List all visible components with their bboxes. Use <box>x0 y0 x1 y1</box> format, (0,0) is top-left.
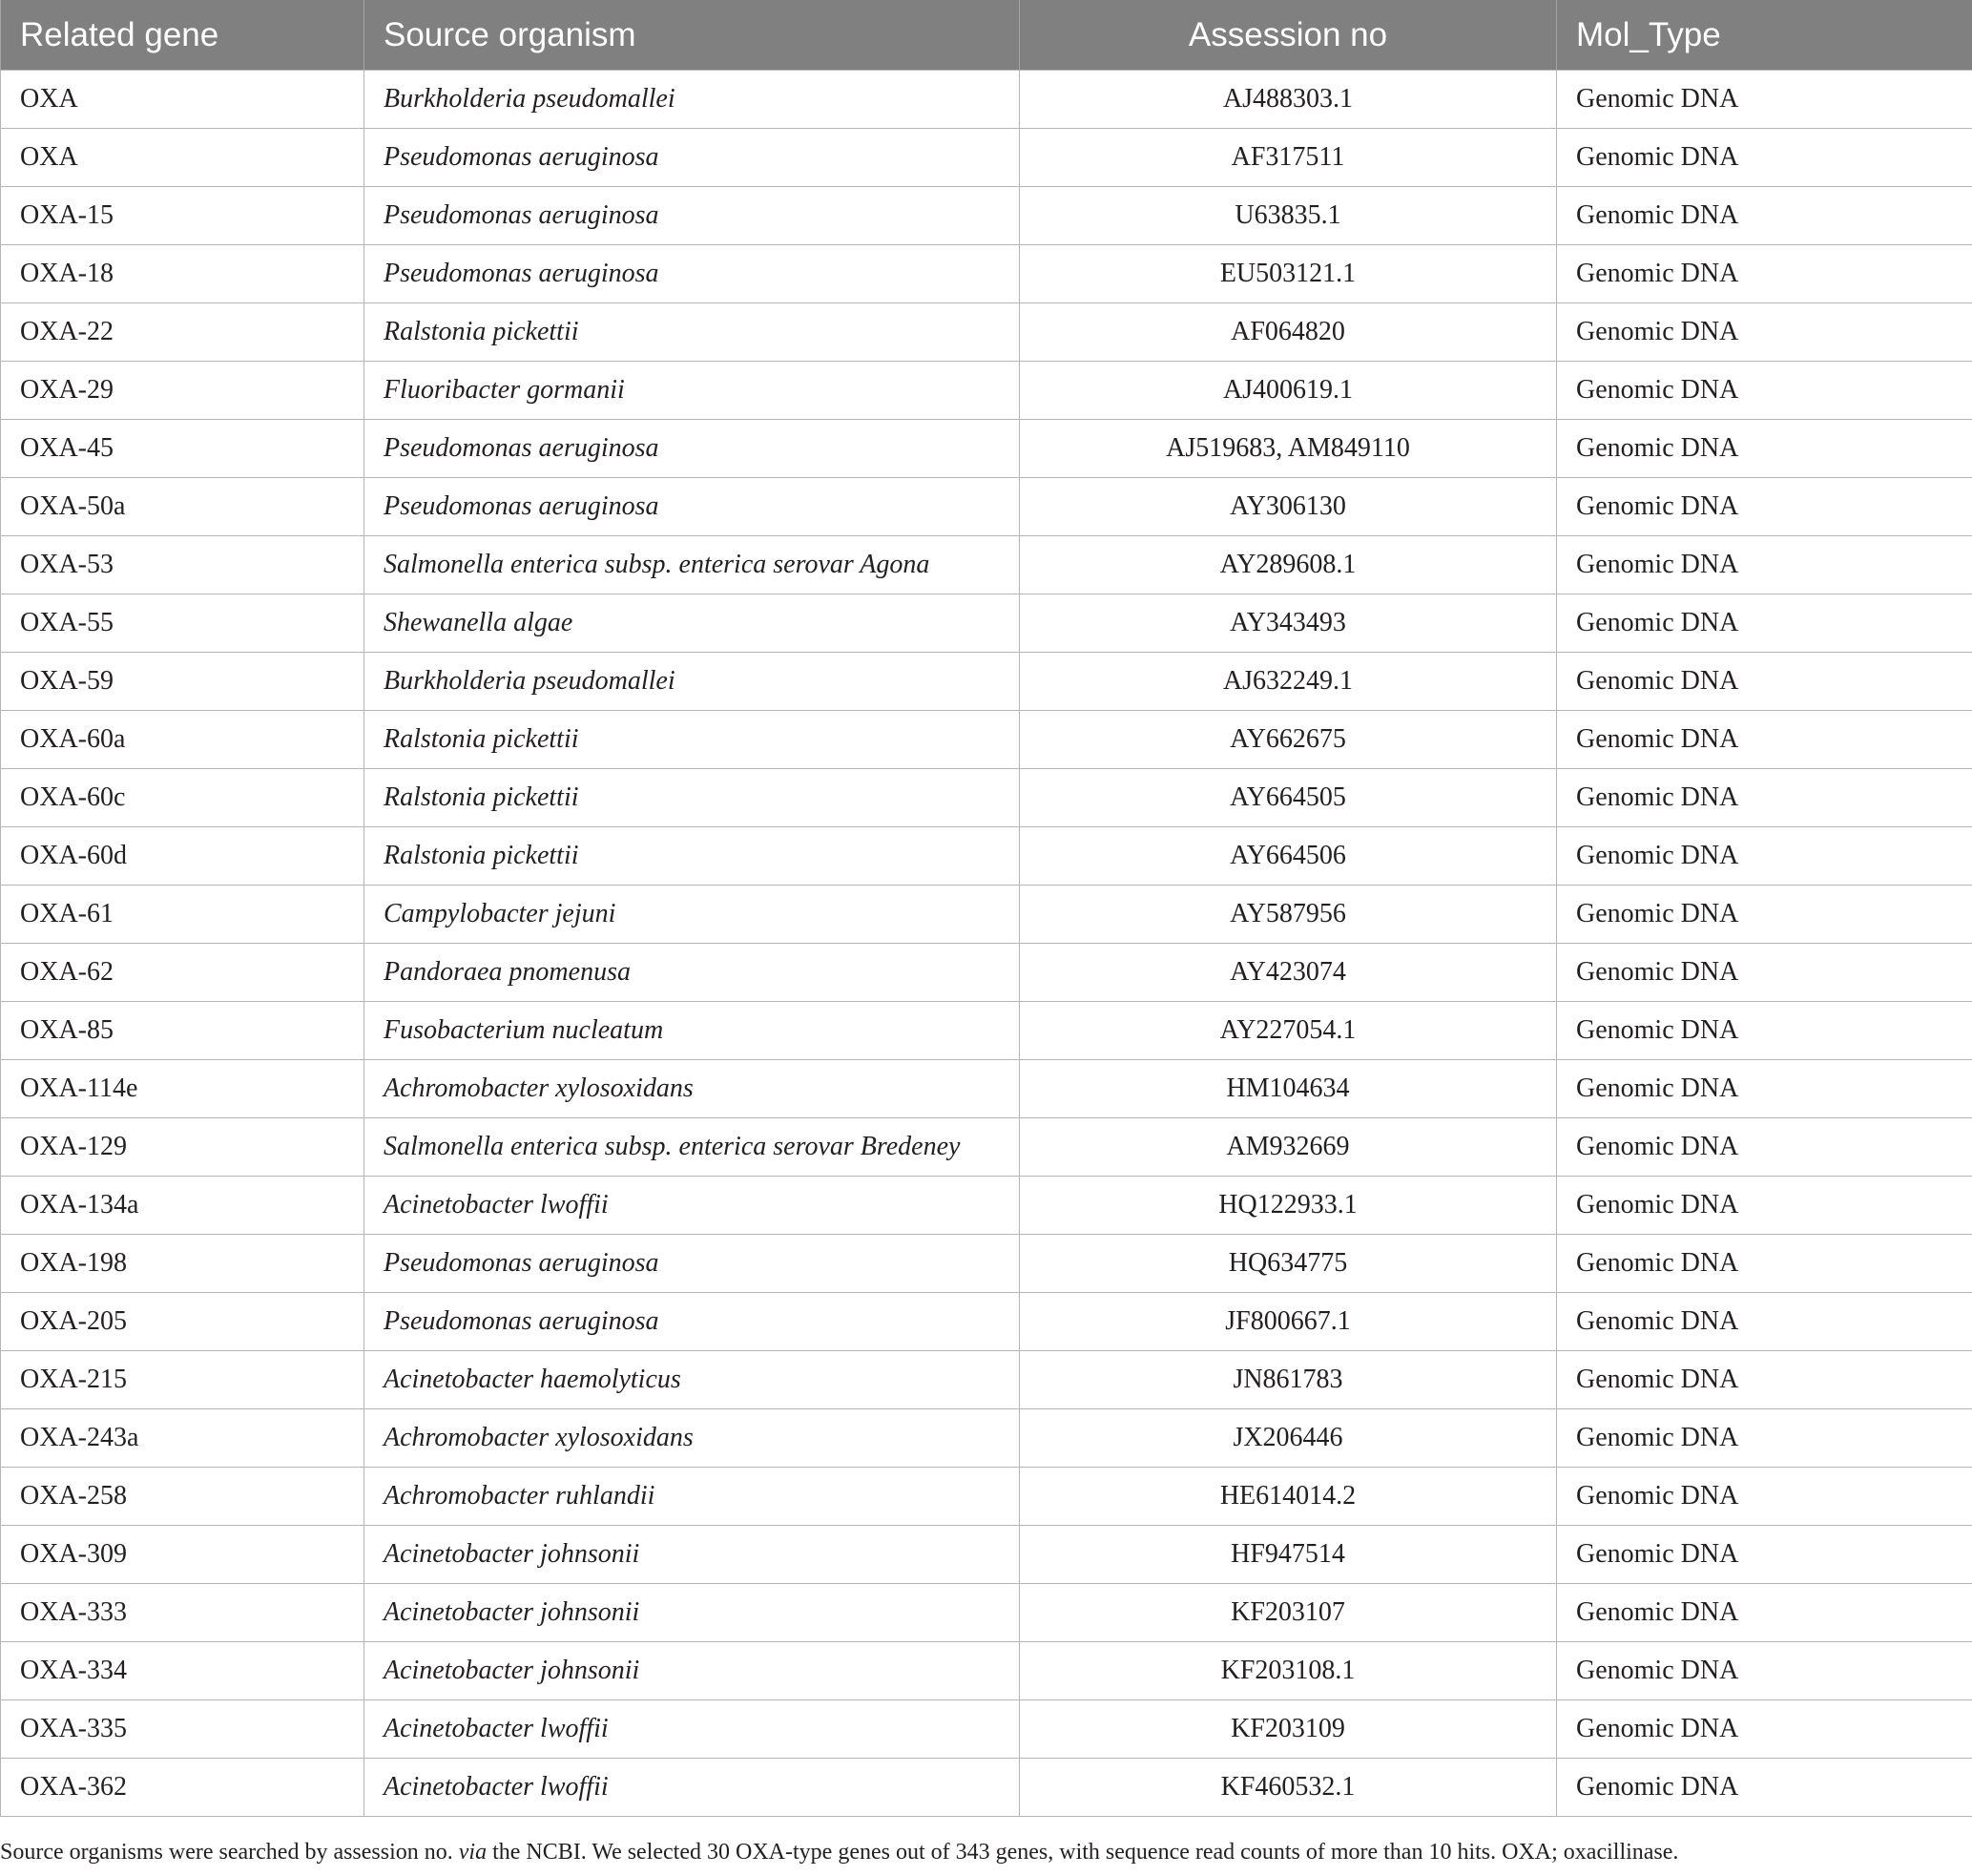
table-row <box>1 594 1972 653</box>
cell-assession-no: KF203109 <box>1020 1700 1557 1759</box>
cell-mol-type: Genomic DNA <box>1557 1584 1972 1642</box>
cell-assession-no: AY664505 <box>1020 769 1557 827</box>
cell-related-gene: OXA-53 <box>1 536 364 594</box>
table-row <box>1 1468 1972 1526</box>
table-body <box>1 71 1972 1817</box>
cell-source-organism: Pseudomonas aeruginosa <box>364 129 1020 187</box>
cell-mol-type: Genomic DNA <box>1557 827 1972 886</box>
cell-source-organism: Acinetobacter lwoffii <box>364 1177 1020 1235</box>
header-assession-no: Assession no <box>1020 0 1557 71</box>
cell-assession-no: JN861783 <box>1020 1351 1557 1409</box>
cell-assession-no: HQ634775 <box>1020 1235 1557 1293</box>
cell-source-organism: Salmonella enterica subsp. enterica serovar Agona <box>364 536 1020 594</box>
footnote-text-2: the NCBI. We selected 30 OXA-type genes out of 343 genes, with sequence read counts of more than 10 hits. OXA; oxacillinase. <box>487 1840 1679 1865</box>
cell-mol-type: Genomic DNA <box>1557 711 1972 769</box>
cell-related-gene: OXA-45 <box>1 420 364 478</box>
cell-source-organism: Pseudomonas aeruginosa <box>364 245 1020 303</box>
cell-related-gene: OXA-198 <box>1 1235 364 1293</box>
cell-related-gene: OXA-60c <box>1 769 364 827</box>
table-row <box>1 129 1972 187</box>
cell-source-organism: Achromobacter xylosoxidans <box>364 1060 1020 1118</box>
cell-mol-type: Genomic DNA <box>1557 420 1972 478</box>
table-row <box>1 886 1972 944</box>
table-row <box>1 303 1972 362</box>
cell-assession-no: AY423074 <box>1020 944 1557 1002</box>
table-row <box>1 944 1972 1002</box>
cell-source-organism: Ralstonia pickettii <box>364 769 1020 827</box>
cell-source-organism: Pandoraea pnomenusa <box>364 944 1020 1002</box>
table-row <box>1 478 1972 536</box>
cell-assession-no: AJ632249.1 <box>1020 653 1557 711</box>
cell-assession-no: AY664506 <box>1020 827 1557 886</box>
cell-mol-type: Genomic DNA <box>1557 594 1972 653</box>
cell-related-gene: OXA-333 <box>1 1584 364 1642</box>
header-source-organism: Source organism <box>364 0 1020 71</box>
header-row <box>1 0 1972 71</box>
cell-source-organism: Pseudomonas aeruginosa <box>364 187 1020 245</box>
cell-assession-no: AY343493 <box>1020 594 1557 653</box>
cell-assession-no: JF800667.1 <box>1020 1293 1557 1351</box>
cell-source-organism: Pseudomonas aeruginosa <box>364 420 1020 478</box>
cell-mol-type: Genomic DNA <box>1557 1235 1972 1293</box>
table-row <box>1 1642 1972 1700</box>
cell-related-gene: OXA-29 <box>1 362 364 420</box>
table-row <box>1 1002 1972 1060</box>
cell-source-organism: Campylobacter jejuni <box>364 886 1020 944</box>
cell-mol-type: Genomic DNA <box>1557 1642 1972 1700</box>
cell-mol-type: Genomic DNA <box>1557 1526 1972 1584</box>
cell-mol-type: Genomic DNA <box>1557 1177 1972 1235</box>
cell-mol-type: Genomic DNA <box>1557 129 1972 187</box>
cell-related-gene: OXA-62 <box>1 944 364 1002</box>
cell-related-gene: OXA-335 <box>1 1700 364 1759</box>
cell-related-gene: OXA <box>1 129 364 187</box>
cell-assession-no: JX206446 <box>1020 1409 1557 1468</box>
cell-source-organism: Ralstonia pickettii <box>364 711 1020 769</box>
table-row <box>1 71 1972 129</box>
cell-assession-no: HQ122933.1 <box>1020 1177 1557 1235</box>
cell-related-gene: OXA-60d <box>1 827 364 886</box>
table-row <box>1 1526 1972 1584</box>
cell-assession-no: KF203107 <box>1020 1584 1557 1642</box>
cell-source-organism: Ralstonia pickettii <box>364 827 1020 886</box>
cell-related-gene: OXA-134a <box>1 1177 364 1235</box>
cell-mol-type: Genomic DNA <box>1557 653 1972 711</box>
table-row <box>1 1584 1972 1642</box>
cell-related-gene: OXA-243a <box>1 1409 364 1468</box>
cell-related-gene: OXA-129 <box>1 1118 364 1177</box>
header-related-gene: Related gene <box>1 0 364 71</box>
cell-mol-type: Genomic DNA <box>1557 1351 1972 1409</box>
table-row <box>1 827 1972 886</box>
cell-source-organism: Pseudomonas aeruginosa <box>364 1293 1020 1351</box>
table-row <box>1 1118 1972 1177</box>
cell-assession-no: AJ488303.1 <box>1020 71 1557 129</box>
cell-source-organism: Pseudomonas aeruginosa <box>364 1235 1020 1293</box>
footnote-text-1: Source organisms were searched by assession no. <box>0 1840 459 1865</box>
cell-mol-type: Genomic DNA <box>1557 245 1972 303</box>
cell-related-gene: OXA <box>1 71 364 129</box>
cell-related-gene: OXA-61 <box>1 886 364 944</box>
table-row <box>1 420 1972 478</box>
table-row <box>1 711 1972 769</box>
cell-mol-type: Genomic DNA <box>1557 303 1972 362</box>
cell-assession-no: AY306130 <box>1020 478 1557 536</box>
cell-source-organism: Fusobacterium nucleatum <box>364 1002 1020 1060</box>
cell-related-gene: OXA-18 <box>1 245 364 303</box>
table-row <box>1 362 1972 420</box>
cell-related-gene: OXA-15 <box>1 187 364 245</box>
cell-mol-type: Genomic DNA <box>1557 1759 1972 1817</box>
cell-related-gene: OXA-205 <box>1 1293 364 1351</box>
cell-related-gene: OXA-59 <box>1 653 364 711</box>
cell-related-gene: OXA-215 <box>1 1351 364 1409</box>
table-row <box>1 536 1972 594</box>
cell-source-organism: Acinetobacter johnsonii <box>364 1584 1020 1642</box>
cell-related-gene: OXA-334 <box>1 1642 364 1700</box>
table-row <box>1 245 1972 303</box>
cell-source-organism: Fluoribacter gormanii <box>364 362 1020 420</box>
table-row <box>1 1060 1972 1118</box>
cell-assession-no: U63835.1 <box>1020 187 1557 245</box>
cell-mol-type: Genomic DNA <box>1557 1293 1972 1351</box>
cell-assession-no: AF064820 <box>1020 303 1557 362</box>
cell-source-organism: Burkholderia pseudomallei <box>364 71 1020 129</box>
table-row <box>1 769 1972 827</box>
table-row <box>1 187 1972 245</box>
table-row <box>1 1177 1972 1235</box>
table-footnote <box>0 1840 1972 1866</box>
cell-mol-type: Genomic DNA <box>1557 1700 1972 1759</box>
cell-assession-no: AY662675 <box>1020 711 1557 769</box>
cell-mol-type: Genomic DNA <box>1557 1002 1972 1060</box>
cell-mol-type: Genomic DNA <box>1557 1468 1972 1526</box>
cell-mol-type: Genomic DNA <box>1557 1409 1972 1468</box>
table-row <box>1 1293 1972 1351</box>
cell-source-organism: Pseudomonas aeruginosa <box>364 478 1020 536</box>
cell-related-gene: OXA-114e <box>1 1060 364 1118</box>
table-row <box>1 653 1972 711</box>
cell-related-gene: OXA-60a <box>1 711 364 769</box>
cell-related-gene: OXA-55 <box>1 594 364 653</box>
cell-mol-type: Genomic DNA <box>1557 769 1972 827</box>
cell-assession-no: AJ519683, AM849110 <box>1020 420 1557 478</box>
cell-assession-no: AM932669 <box>1020 1118 1557 1177</box>
cell-assession-no: AF317511 <box>1020 129 1557 187</box>
cell-related-gene: OXA-85 <box>1 1002 364 1060</box>
cell-source-organism: Achromobacter xylosoxidans <box>364 1409 1020 1468</box>
cell-related-gene: OXA-258 <box>1 1468 364 1526</box>
cell-source-organism: Acinetobacter haemolyticus <box>364 1351 1020 1409</box>
cell-assession-no: KF203108.1 <box>1020 1642 1557 1700</box>
cell-assession-no: AY587956 <box>1020 886 1557 944</box>
cell-mol-type: Genomic DNA <box>1557 1118 1972 1177</box>
cell-assession-no: HE614014.2 <box>1020 1468 1557 1526</box>
cell-source-organism: Acinetobacter johnsonii <box>364 1526 1020 1584</box>
cell-related-gene: OXA-309 <box>1 1526 364 1584</box>
header-mol-type: Mol_Type <box>1557 0 1972 71</box>
cell-mol-type: Genomic DNA <box>1557 886 1972 944</box>
table-row <box>1 1759 1972 1817</box>
cell-assession-no: HM104634 <box>1020 1060 1557 1118</box>
table-row <box>1 1351 1972 1409</box>
cell-source-organism: Acinetobacter johnsonii <box>364 1642 1020 1700</box>
cell-source-organism: Acinetobacter lwoffii <box>364 1759 1020 1817</box>
footnote-via: via <box>458 1840 488 1865</box>
cell-source-organism: Burkholderia pseudomallei <box>364 653 1020 711</box>
table-header <box>1 0 1972 71</box>
table-row <box>1 1700 1972 1759</box>
cell-assession-no: EU503121.1 <box>1020 245 1557 303</box>
table-row <box>1 1235 1972 1293</box>
cell-assession-no: AY289608.1 <box>1020 536 1557 594</box>
cell-mol-type: Genomic DNA <box>1557 536 1972 594</box>
cell-source-organism: Shewanella algae <box>364 594 1020 653</box>
cell-assession-no: AY227054.1 <box>1020 1002 1557 1060</box>
cell-source-organism: Acinetobacter lwoffii <box>364 1700 1020 1759</box>
cell-source-organism: Achromobacter ruhlandii <box>364 1468 1020 1526</box>
cell-mol-type: Genomic DNA <box>1557 362 1972 420</box>
table-row <box>1 1409 1972 1468</box>
cell-mol-type: Genomic DNA <box>1557 478 1972 536</box>
cell-related-gene: OXA-22 <box>1 303 364 362</box>
cell-source-organism: Ralstonia pickettii <box>364 303 1020 362</box>
cell-mol-type: Genomic DNA <box>1557 187 1972 245</box>
cell-related-gene: OXA-362 <box>1 1759 364 1817</box>
cell-mol-type: Genomic DNA <box>1557 1060 1972 1118</box>
cell-assession-no: AJ400619.1 <box>1020 362 1557 420</box>
cell-mol-type: Genomic DNA <box>1557 944 1972 1002</box>
cell-assession-no: KF460532.1 <box>1020 1759 1557 1817</box>
cell-assession-no: HF947514 <box>1020 1526 1557 1584</box>
cell-related-gene: OXA-50a <box>1 478 364 536</box>
cell-source-organism: Salmonella enterica subsp. enterica serovar Bredeney <box>364 1118 1020 1177</box>
cell-mol-type: Genomic DNA <box>1557 71 1972 129</box>
